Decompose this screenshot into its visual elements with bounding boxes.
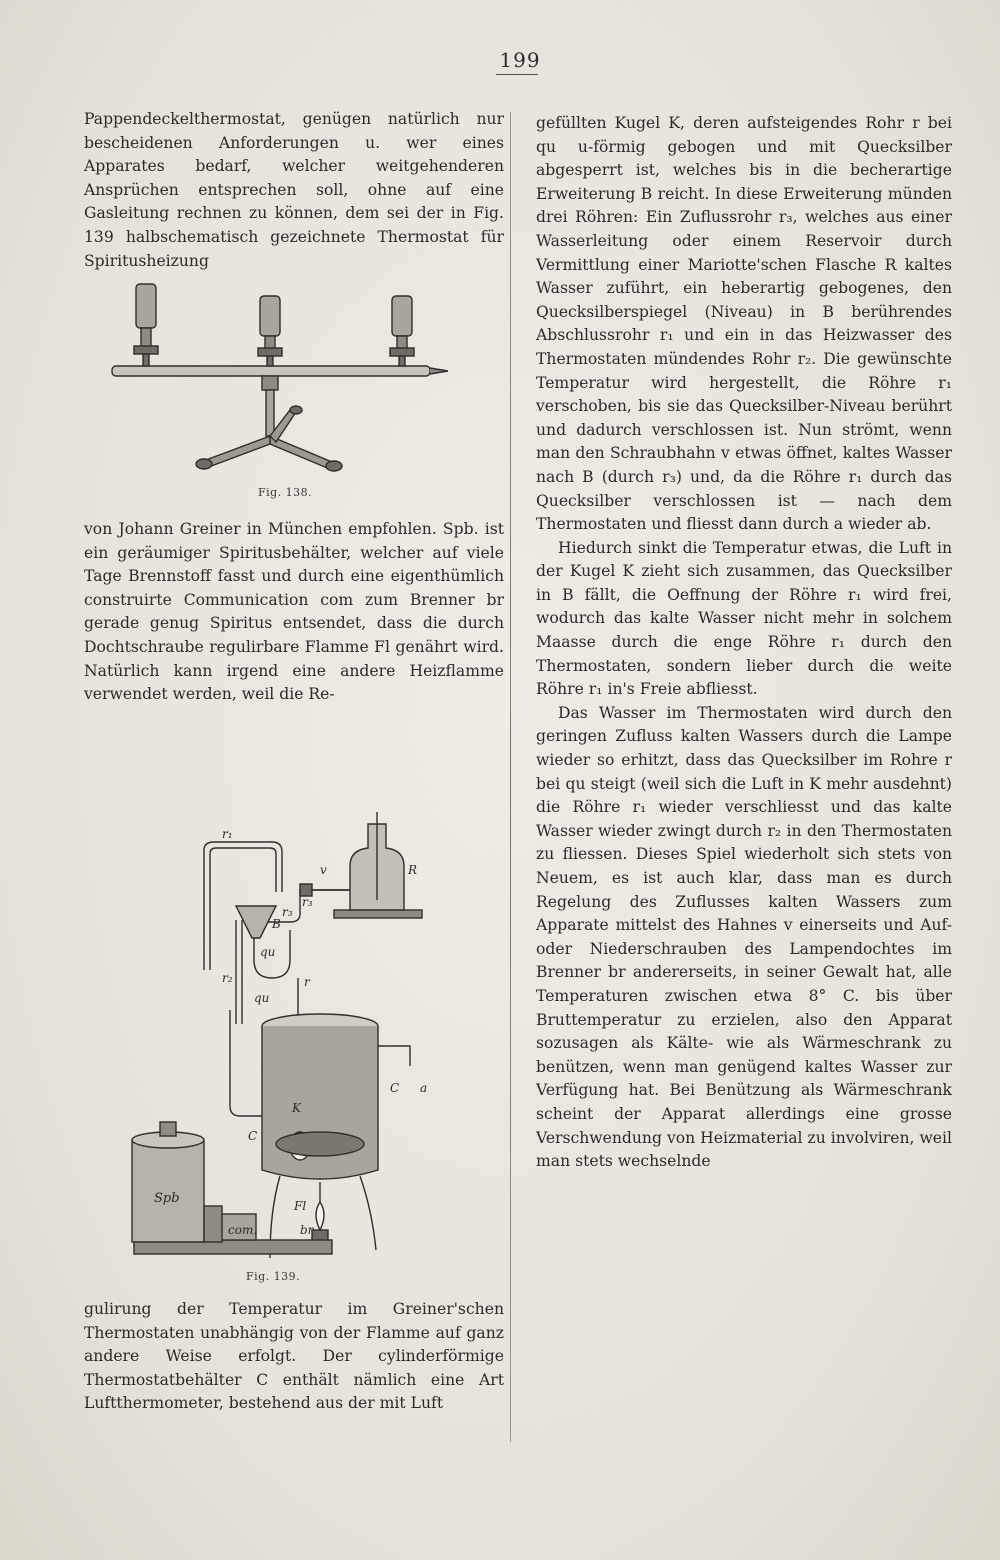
label-r3b: r₃ [302, 895, 313, 909]
label-fl: Fl [294, 1199, 307, 1213]
label-qu-top: qu [260, 945, 276, 959]
page-number-underline [496, 74, 538, 75]
page-number: 199 [499, 48, 541, 72]
paragraph-right-2: Hiedurch sinkt die Temperatur etwas, die Luft in der Kugel K zieht sich zusammen, das Quecksilber in B fällt, die Oeffnung der Röhre r₁ wird frei, wodurch das kalte Wasser nicht mehr in solchem Maasse durch die enge Röhre r₁ durch den Thermostaten, sondern lieber durch die weite Röhre r₁ in's Freie abfliesst. [536, 538, 952, 699]
figure-139-illustration [124, 810, 434, 1266]
paragraph-right-3: Das Wasser im Thermostaten wird durch den geringen Zufluss kalten Wassers durch die Lampe wieder so erhitzt, dass das Quecksilber im Rohre r bei qu steigt (weil sich die Luft in K mehr ausdehnt) die Röhre r₁ wieder verschliesst und das kalte Wasser wieder zwingt durch r₂ in den Thermostaten zu fliessen. Dieses Spiel wiederholt sich stets von Neuem, es ist auch klar, dass man es durch Regelung des Zuflusses kalten Wassers zum Apparate mittelst des Hahnes v einerseits und Auf- oder Niederschrauben des Lampendochtes im Brenner br andererseits, in seiner Gewalt hat, alle Temperaturen zwischen etwa 8° C. bis über Bruttemperatur zu erzielen, also den Apparat sozusagen als Kälte- wie als Wärmeschrank zu benützen, wenn man genügend kaltes Wasser zur Verfügung hat. Bei Benützung als Wärmeschrank scheint der Apparat allerdings eine grosse Verschwendung von Heizmaterial zu involviren, weil man stets wechselnde [536, 703, 952, 1171]
column-divider [510, 112, 511, 1442]
label-a: a [420, 1081, 428, 1095]
label-C-right: C [390, 1081, 400, 1095]
label-r3a: r₃ [282, 905, 293, 919]
label-r1: r₁ [222, 827, 233, 841]
label-r: r [304, 975, 310, 989]
paragraph-left-2: von Johann Greiner in München empfohlen. Spb. ist ein geräumiger Spiritusbehälter, welcher auf viele Tage Brennstoff fasst und durch eine eigenthümlich construirte Communication com zum Brenner br gerade genug Spiritus entsendet, dass die durch Dochtschraube regulirbare Flamme Fl genährt wird. Natürlich kann irgend eine andere Heizflamme verwendet werden, weil die Re- [84, 520, 504, 704]
label-B: B [272, 917, 281, 931]
label-v: v [320, 863, 327, 877]
label-C-left: C [248, 1129, 258, 1143]
paragraph-left-3: gulirung der Temperatur im Greiner'schen Thermostaten unabhängig von der Flamme auf ganz andere Weise erfolgt. Der cylinderförmige Thermostatbehälter C enthält nämlich eine Art Luftthermometer, bestehend aus der mit Luft [84, 1300, 504, 1413]
paragraph-left-1: Pappendeckelthermostat, genügen natürlich nur bescheidenen Anforderungen u. wer eines Apparates bedarf, welcher weitgehenderen Ansprüchen entsprechen soll, ohne auf eine Gasleitung rechnen zu können, dem sei der in Fig. 139 halbschematisch gezeichnete Thermostat für Spiritusheizung [84, 110, 504, 270]
label-K: K [292, 1101, 301, 1115]
figure-138-illustration [110, 282, 450, 477]
label-qu-bottom: qu [254, 991, 270, 1005]
figure-139-caption: Fig. 139. [246, 1270, 301, 1283]
label-br: br [300, 1223, 314, 1237]
paragraph-right-1: gefüllten Kugel K, deren aufsteigendes Rohr r bei qu u-förmig gebogen und mit Quecksilber abgesperrt ist, welches bis in die becherartige Erweiterung B reicht. In diese Erweiterung münden drei Röhren: Ein Zuflussrohr r₃, welches aus einer Wasserleitung oder einem Reservoir durch Vermittlung einer Mariotte'schen Flasche R kaltes Wasser zuführt, ein heberartig gebogenes, den Quecksilberspiegel (Niveau) in B berührendes Abschlussrohr r₁ und ein in das Heizwasser des Thermostaten mündendes Rohr r₂. Die gewünschte Temperatur wird hergestellt, die Röhre r₁ verschoben, bis sie das Quecksilber-Niveau berührt und dadurch verschlossen ist. Nun strömt, wenn man den Schraubhahn v etwas öffnet, kaltes Wasser nach B (durch r₃) und, da die Röhre r₁ durch das Quecksilber verschlossen ist — nach dem Thermostaten und fliesst dann durch a wieder ab. [536, 114, 952, 534]
left-column-middle [84, 518, 504, 707]
label-com: com. [228, 1223, 258, 1237]
label-r2: r₂ [222, 971, 233, 985]
right-column [536, 112, 952, 1174]
left-column-top [84, 108, 504, 273]
left-column-bottom [84, 1298, 504, 1416]
label-spb: Spb [154, 1191, 180, 1206]
figure-138-caption: Fig. 138. [258, 486, 313, 499]
label-R: R [408, 863, 418, 877]
